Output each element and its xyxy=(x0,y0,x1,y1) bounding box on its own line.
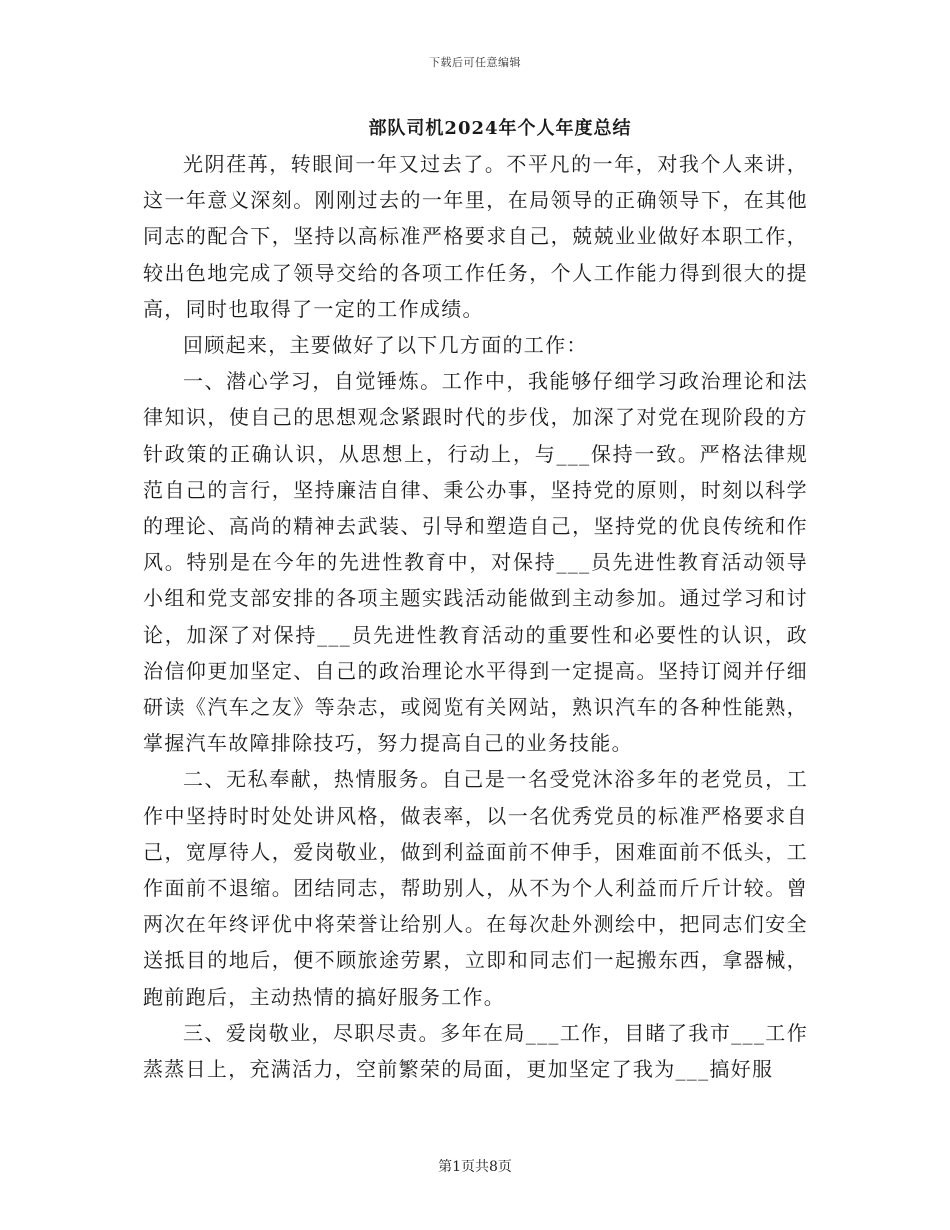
paragraph: 光阴荏苒，转眼间一年又过去了。不平凡的一年，对我个人来讲，这一年意义深刻。刚刚过去的一年里，在局领导的正确领导下，在其他同志的配合下，坚持以高标准严格要求自己，兢兢业业做好本职工作，较出色地完成了领导交给的各项工作任务，个人工作能力得到很大的提高，同时也取得了一定的工作成绩。 xyxy=(143,152,808,321)
document-body xyxy=(143,146,808,1087)
header-note: 下载后可任意编辑 xyxy=(429,56,521,69)
paragraph: 三、爱岗敬业，尽职尽责。多年在局___工作，目睹了我市___工作蒸蒸日上，充满活力，空前繁荣的局面，更加坚定了我为___搞好服 xyxy=(143,1020,808,1082)
paragraph: 回顾起来，主要做好了以下几方面的工作： xyxy=(183,333,588,358)
document-title: 部队司机2024年个人年度总结 xyxy=(368,118,632,139)
paragraph: 一、潜心学习，自觉锤炼。工作中，我能够仔细学习政治理论和法律知识，使自己的思想观念紧跟时代的步伐，加深了对党在现阶段的方针政策的正确认识，从思想上，行动上，与___保持一致。严格法律规范自己的言行，坚持廉洁自律、秉公办事，坚持党的原则，时刻以科学的理论、高尚的精神去武装、引导和塑造自己，坚持党的优良传统和作风。特别是在今年的先进性教育中，对保持___员先进性教育活动领导小组和党支部安排的各项主题实践活动能做到主动参加。通过学习和讨论，加深了对保持___员先进性教育活动的重要性和必要性的认识，政治信仰更加坚定、自己的政治理论水平得到一定提高。坚持订阅并仔细研读《汽车之友》等杂志，或阅览有关网站，熟识汽车的各种性能熟，掌握汽车故障排除技巧，努力提高自己的业务技能。 xyxy=(143,369,808,756)
page-footer: 第1页共8页 xyxy=(438,1159,512,1175)
paragraph: 二、无私奉献，热情服务。自己是一名受党沐浴多年的老党员，工作中坚持时时处处讲风格，做表率，以一名优秀党员的标准严格要求自己，宽厚待人，爱岗敬业，做到利益面前不伸手，困难面前不低头，工作面前不退缩。团结同志，帮助别人，从不为个人利益而斤斤计较。曾两次在年终评优中将荣誉让给别人。在每次赴外测绘中，把同志们安全送抵目的地后，便不顾旅途劳累，立即和同志们一起搬东西，拿器械，跑前跑后，主动热情的搞好服务工作。 xyxy=(143,767,808,1009)
